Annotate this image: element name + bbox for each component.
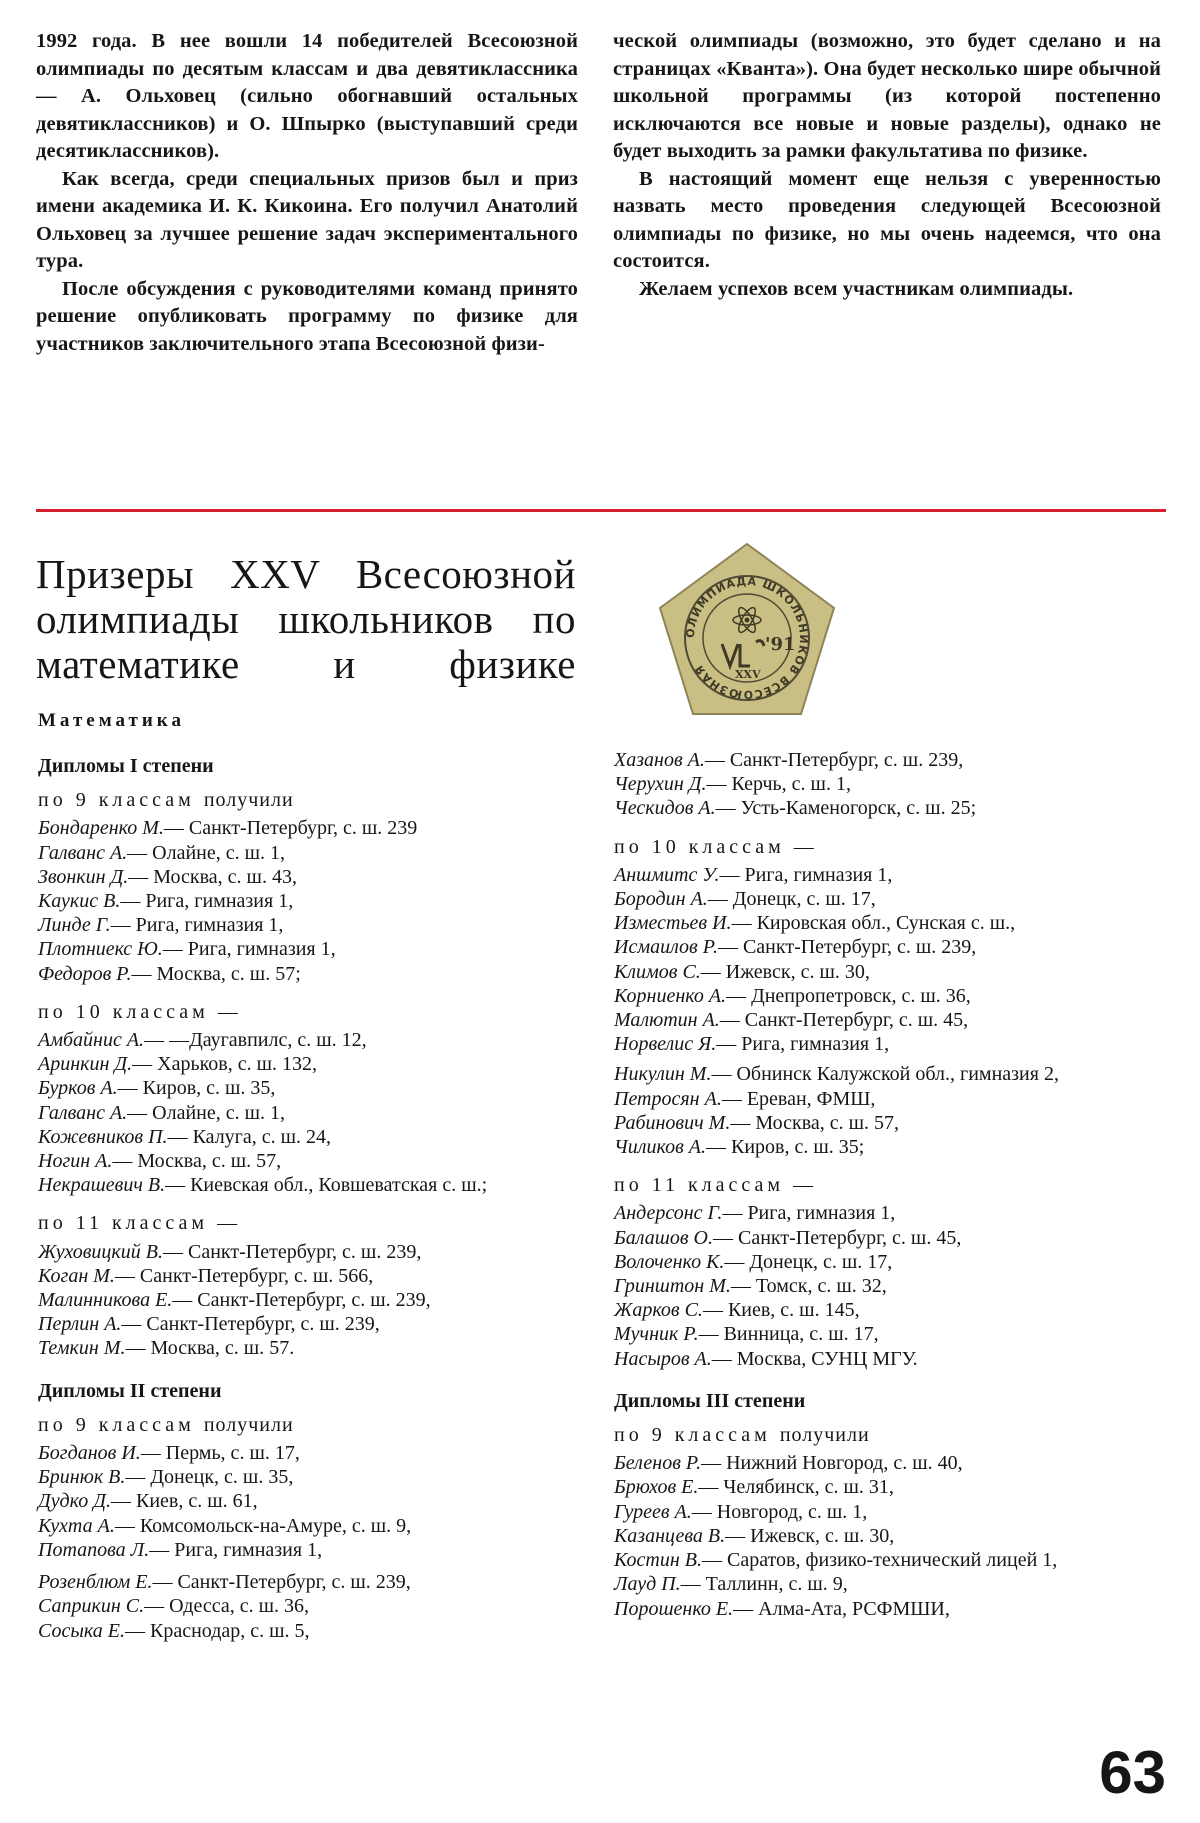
grade-label: по 10 классам — bbox=[38, 1000, 242, 1023]
list-item: Лауд П.— Таллинн, с. ш. 9, bbox=[614, 1573, 848, 1596]
list-item: Каукис В.— Рига, гимназия 1, bbox=[38, 890, 294, 913]
list-item: Казанцева В.— Ижевск, с. ш. 30, bbox=[614, 1524, 895, 1547]
list-item: Петросян А.— Ереван, ФМШ, bbox=[614, 1087, 876, 1110]
list-item: Черухин Д.— Керчь, с. ш. 1, bbox=[614, 773, 851, 796]
list-item: Плотниекс Ю.— Рига, гимназия 1, bbox=[38, 938, 336, 961]
list-item: Гуреев А.— Новгород, с. ш. 1, bbox=[614, 1500, 868, 1523]
winners-left-column bbox=[38, 744, 578, 1643]
list-item: Малинникова Е.— Санкт-Петербург, с. ш. 239, bbox=[38, 1289, 431, 1312]
list-item: Темкин М.— Москва, с. ш. 57. bbox=[38, 1337, 295, 1360]
section-divider bbox=[36, 509, 1166, 512]
list-item: Сосыка Е.— Краснодар, с. ш. 5, bbox=[38, 1619, 310, 1642]
list-item: Аринкин Д.— Харьков, с. ш. 132, bbox=[38, 1053, 318, 1076]
list-item: Линде Г.— Рига, гимназия 1, bbox=[38, 914, 284, 937]
diploma-heading: Дипломы III степени bbox=[614, 1389, 806, 1412]
grade-label: по 9 классам получили bbox=[38, 789, 294, 812]
list-item: Галванс А.— Олайне, с. ш. 1, bbox=[38, 1101, 286, 1124]
list-item: Амбайнис А.— —Даугавпилс, с. ш. 12, bbox=[38, 1029, 367, 1052]
list-item: Некрашевич В.— Киевская обл., Ковшеватская с. ш.; bbox=[38, 1174, 488, 1197]
article-left-column bbox=[36, 28, 578, 358]
diploma-heading: Дипломы I степени bbox=[38, 755, 214, 777]
section-math-heading: Математика bbox=[38, 710, 185, 731]
list-item: Климов С.— Ижевск, с. ш. 30, bbox=[614, 960, 870, 983]
list-item: Саприкин С.— Одесса, с. ш. 36, bbox=[38, 1595, 309, 1618]
list-item: Андерсонс Г.— Рига, гимназия 1, bbox=[614, 1202, 896, 1225]
article-paragraph: 1992 года. В нее вошли 14 победителей Всесоюзной олимпиады по десятым классам и два девятиклассника — А. Ольховец (сильно обогнавший остальных девятиклассников) и О. Шпырко (выступавший среди десятиклассников). bbox=[36, 30, 578, 162]
list-item: Ногин А.— Москва, с. ш. 57, bbox=[38, 1150, 282, 1173]
grade-label: по 10 классам — bbox=[614, 835, 818, 858]
list-item: Брюхов Е.— Челябинск, с. ш. 31, bbox=[614, 1476, 894, 1499]
article-paragraph: В настоящий момент еще нельзя с уверенностью назвать место проведения следующей Всесоюзной олимпиады по физике, но мы очень надеемся, что она состоится. bbox=[613, 167, 1161, 272]
article-paragraph: ческой олимпиады (возможно, это будет сделано и на страницах «Кванта»). Она будет несколько шире обычной школьной программы (из которой постепенно исключаются все новые и новые разделы), однако не будет выходить за рамки факультатива по физике. bbox=[613, 30, 1161, 162]
diploma-heading: Дипломы II степени bbox=[38, 1379, 222, 1402]
list-item: Перлин А.— Санкт-Петербург, с. ш. 239, bbox=[38, 1313, 380, 1336]
olympiad-emblem-icon bbox=[652, 538, 842, 728]
emblem-ring-text: ОЛИМПИАДА ШКОЛЬНИКОВ ВСЕСОЮЗНАЯ bbox=[683, 574, 811, 702]
list-item: Жуховицкий В.— Санкт-Петербург, с. ш. 239, bbox=[38, 1240, 422, 1263]
list-item: Потапова Л.— Рига, гимназия 1, bbox=[38, 1538, 323, 1561]
article-paragraph: Как всегда, среди специальных призов был и приз имени академика И. К. Кикоина. Его получил Анатолий Ольховец за лучшее решение задач экспериментального тура. bbox=[36, 167, 578, 272]
list-item: Костин В.— Саратов, физико-технический лицей 1, bbox=[614, 1549, 1058, 1572]
list-item: Богданов И.— Пермь, с. ш. 17, bbox=[38, 1442, 300, 1465]
emblem-year: '91 bbox=[765, 634, 796, 655]
list-item: Бурков А.— Киров, с. ш. 35, bbox=[38, 1077, 276, 1100]
list-item: Коган М.— Санкт-Петербург, с. ш. 566, bbox=[38, 1264, 374, 1287]
list-item: Жарков С.— Киев, с. ш. 145, bbox=[614, 1299, 860, 1322]
list-item: Звонкин Д.— Москва, с. ш. 43, bbox=[38, 865, 297, 888]
list-item: Гринштон М.— Томск, с. ш. 32, bbox=[614, 1275, 887, 1298]
list-item: Чиликов А.— Киров, с. ш. 35; bbox=[614, 1136, 865, 1159]
list-item: Федоров Р.— Москва, с. ш. 57; bbox=[38, 962, 301, 985]
list-item: Норвелис Я.— Рига, гимназия 1, bbox=[614, 1033, 890, 1056]
grade-label: по 11 классам — bbox=[614, 1174, 818, 1197]
list-item: Мучник Р.— Винница, с. ш. 17, bbox=[614, 1323, 879, 1346]
list-item: Рабинович М.— Москва, с. ш. 57, bbox=[614, 1111, 900, 1134]
list-item: Кухта А.— Комсомольск-на-Амуре, с. ш. 9, bbox=[38, 1514, 412, 1537]
list-item: Исмаилов Р.— Санкт-Петербург, с. ш. 239, bbox=[614, 936, 977, 959]
list-item: Кожевников П.— Калуга, с. ш. 24, bbox=[38, 1125, 332, 1148]
list-item: Бондаренко М.— Санкт-Петербург, с. ш. 239 bbox=[38, 817, 418, 840]
list-item: Аншмитс У.— Рига, гимназия 1, bbox=[614, 863, 893, 886]
grade-label: по 11 классам — bbox=[38, 1212, 242, 1235]
list-item: Хазанов А.— Санкт-Петербург, с. ш. 239, bbox=[614, 749, 964, 771]
article-paragraph: Желаем успехов всем участникам олимпиады. bbox=[639, 277, 1074, 300]
emblem-roman: XXV bbox=[735, 668, 761, 681]
winners-right-column bbox=[614, 748, 1162, 1621]
list-item: Дудко Д.— Киев, с. ш. 61, bbox=[38, 1490, 258, 1513]
list-item: Беленов Р.— Нижний Новгород, с. ш. 40, bbox=[614, 1452, 963, 1475]
grade-label: по 9 классам получили bbox=[614, 1424, 870, 1447]
list-item: Малютин А.— Санкт-Петербург, с. ш. 45, bbox=[614, 1009, 969, 1032]
list-item: Порошенко Е.— Алма-Ата, РСФМШИ, bbox=[614, 1597, 950, 1620]
list-item: Галванс А.— Олайне, с. ш. 1, bbox=[38, 841, 286, 864]
list-item: Ческидов А.— Усть-Каменогорск, с. ш. 25; bbox=[614, 797, 977, 820]
list-item: Балашов О.— Санкт-Петербург, с. ш. 45, bbox=[614, 1226, 962, 1249]
page-title: Призеры XXV Всесоюзной олимпиады школьников по математике и физике bbox=[36, 551, 576, 687]
list-item: Изместьев И.— Кировская обл., Сунская с. ш., bbox=[614, 912, 1016, 935]
article-paragraph: После обсуждения с руководителями команд принято решение опубликовать программу по физике для участников заключительного этапа Всесоюзной физи- bbox=[36, 277, 578, 355]
list-item: Бородин А.— Донецк, с. ш. 17, bbox=[614, 888, 876, 911]
list-item: Насыров А.— Москва, СУНЦ МГУ. bbox=[614, 1347, 918, 1370]
grade-label: по 9 классам получили bbox=[38, 1413, 294, 1436]
list-item: Бринюк В.— Донецк, с. ш. 35, bbox=[38, 1466, 294, 1489]
article-right-column bbox=[613, 28, 1161, 303]
list-item: Никулин М.— Обнинск Калужской обл., гимназия 2, bbox=[614, 1063, 1059, 1086]
list-item: Розенблюм Е.— Санкт-Петербург, с. ш. 239, bbox=[38, 1571, 411, 1594]
list-item: Волоченко К.— Донецк, с. ш. 17, bbox=[614, 1250, 893, 1273]
page-number: 63 bbox=[1099, 1739, 1166, 1806]
list-item: Корниенко А.— Днепропетровск, с. ш. 36, bbox=[614, 984, 971, 1007]
